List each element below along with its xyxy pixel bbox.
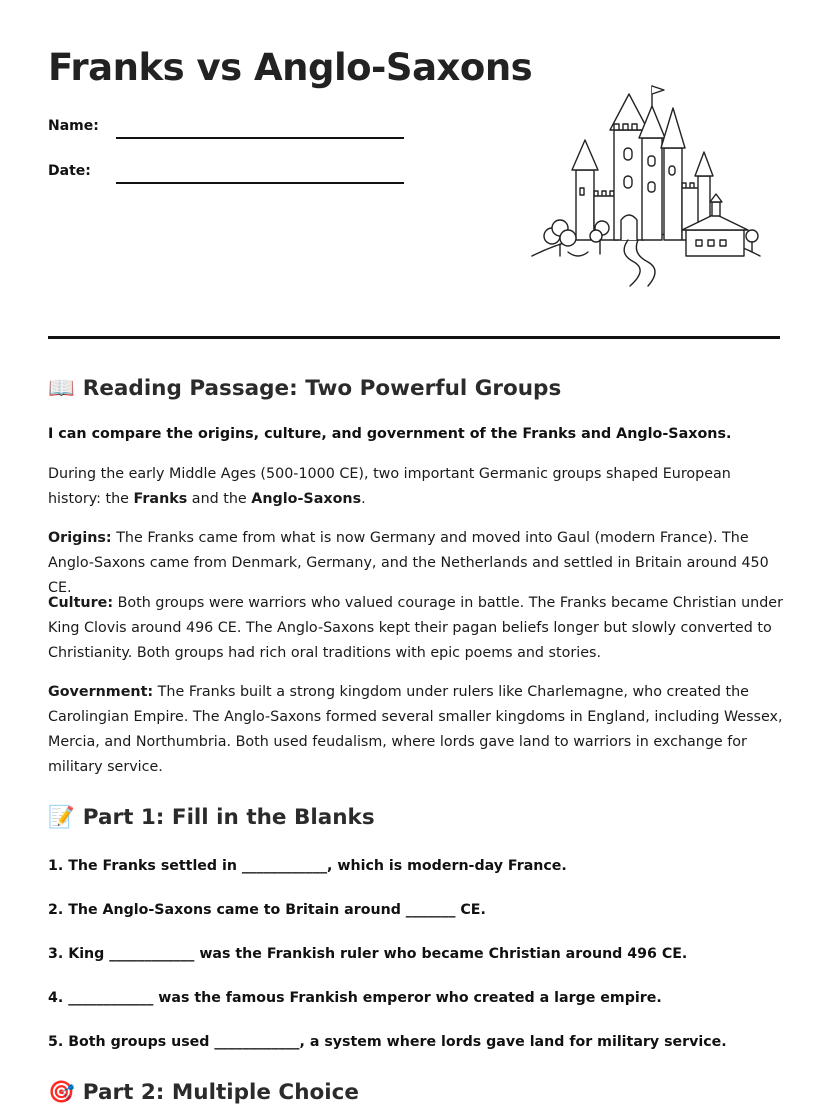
- reading-title: Reading Passage: Two Powerful Groups: [82, 376, 562, 401]
- culture-text: Both groups were warriors who valued courage in battle. The Franks became Christian under King Clovis around 496 CE. The Anglo-Saxons kept their pagan beliefs longer but slowly converted to Christianity. Both groups had rich oral traditions with epic poems and stories.: [48, 595, 783, 661]
- culture-label: Culture:: [48, 595, 114, 611]
- question-4: 4. ____________ was the famous Frankish emperor who created a large empire.: [48, 990, 662, 1006]
- origins-paragraph: [48, 526, 783, 601]
- part2-title: Part 2: Multiple Choice: [82, 1080, 359, 1105]
- culture-paragraph: [48, 591, 783, 666]
- origins-text: The Franks came from what is now Germany and moved into Gaul (modern France). The Anglo-Saxons came from Denmark, Germany, and the Netherlands and settled in Britain around 450 CE.: [48, 530, 769, 596]
- learning-objective: I can compare the origins, culture, and government of the Franks and Anglo-Saxons.: [48, 426, 732, 442]
- target-icon: 🎯: [48, 1080, 75, 1105]
- worksheet-title: Franks vs Anglo-Saxons: [48, 46, 533, 89]
- intro-paragraph: [48, 462, 783, 512]
- reading-heading: [48, 376, 561, 401]
- intro-anglo-saxons: Anglo-Saxons: [251, 491, 362, 507]
- question-1: 1. The Franks settled in ____________, which is modern-day France.: [48, 858, 567, 874]
- intro-and: and the: [187, 491, 252, 507]
- date-field[interactable]: [116, 182, 404, 184]
- part1-title: Part 1: Fill in the Blanks: [82, 805, 375, 830]
- question-3: 3. King ____________ was the Frankish ruler who became Christian around 496 CE.: [48, 946, 688, 962]
- question-2: 2. The Anglo-Saxons came to Britain around _______ CE.: [48, 902, 486, 918]
- name-label: Name:: [48, 118, 99, 134]
- government-text: The Franks built a strong kingdom under rulers like Charlemagne, who created the Carolingian Empire. The Anglo-Saxons formed several smaller kingdoms in England, including Wessex, Mercia, and Northumbria. Both used feudalism, where lords gave land to warriors in exchange for military service.: [48, 684, 783, 775]
- government-label: Government:: [48, 684, 154, 700]
- castle-illustration-icon: [528, 78, 764, 288]
- part1-heading: [48, 805, 375, 830]
- memo-icon: 📝: [48, 805, 75, 830]
- government-paragraph: [48, 680, 783, 780]
- divider: [48, 336, 780, 339]
- book-icon: 📖: [48, 376, 75, 401]
- date-label: Date:: [48, 163, 91, 179]
- name-field[interactable]: [116, 137, 404, 139]
- origins-label: Origins:: [48, 530, 112, 546]
- intro-franks: Franks: [133, 491, 188, 507]
- intro-end: .: [361, 491, 366, 507]
- intro-text: During the early Middle Ages (500-1000 CE), two important Germanic groups shaped European history: the: [48, 466, 731, 507]
- question-5: 5. Both groups used ____________, a system where lords gave land for military service.: [48, 1034, 727, 1050]
- part2-heading: [48, 1080, 359, 1105]
